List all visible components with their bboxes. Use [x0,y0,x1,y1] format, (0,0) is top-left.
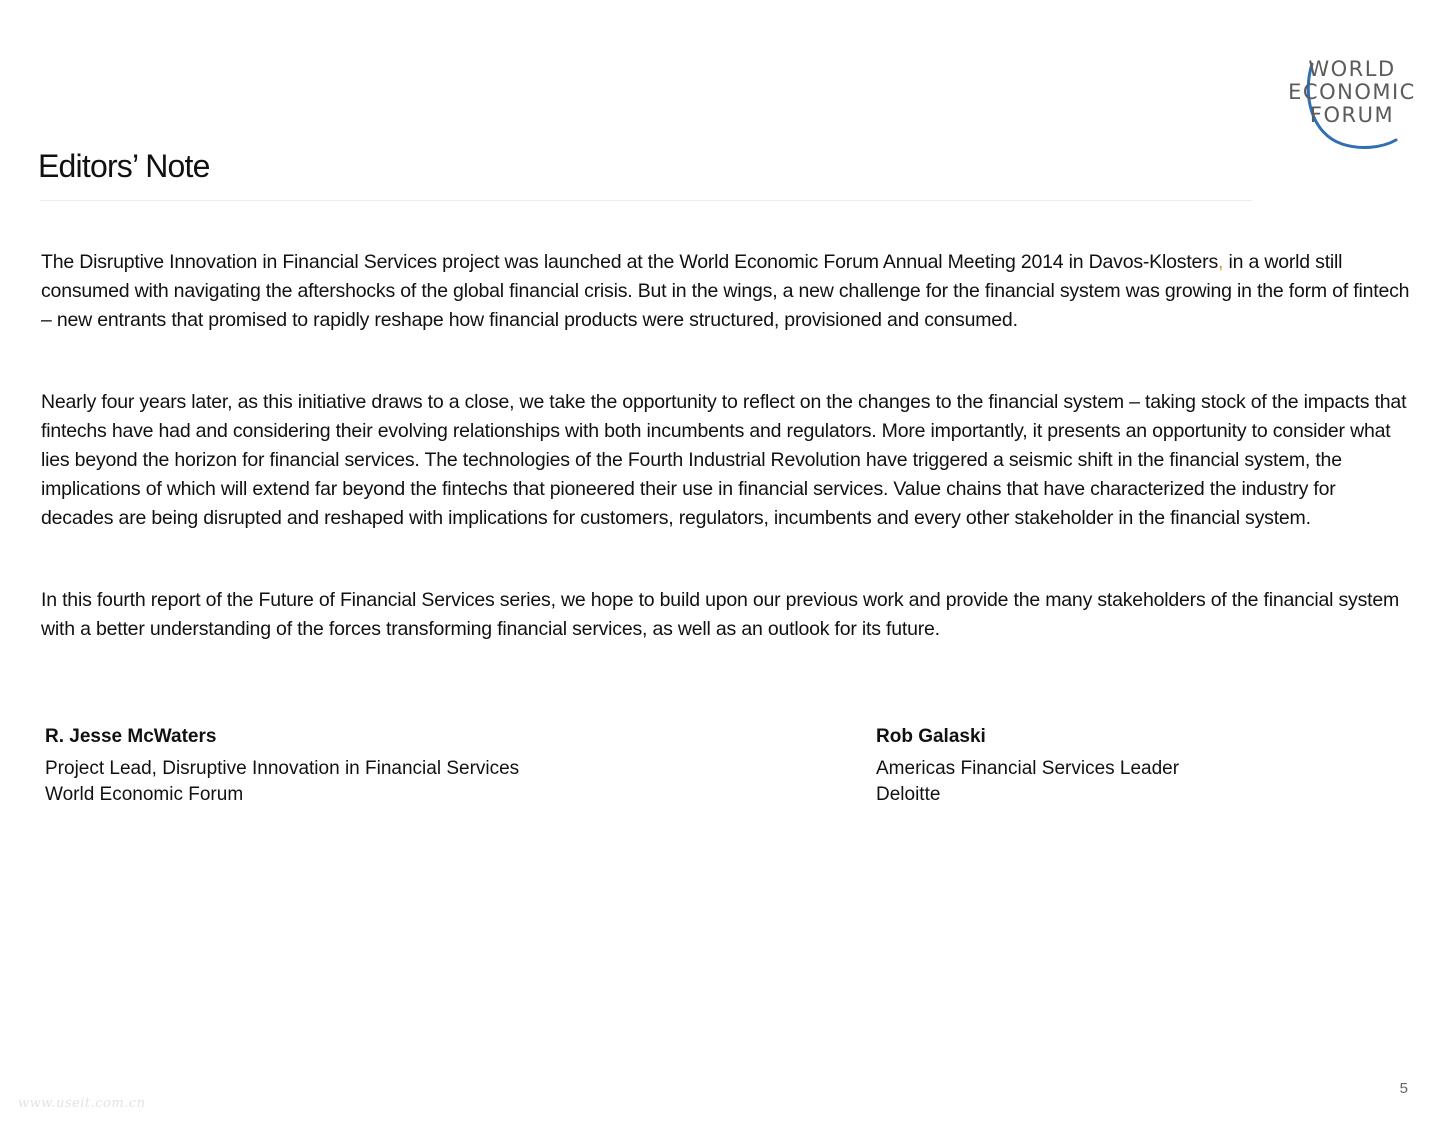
watermark: www.useit.com.cn [18,1096,146,1111]
paragraph-2: Nearly four years later, as this initiative draws to a close, we take the opportunity to reflect on the changes to the financial system – taking stock of the impacts that fintechs have had and considering their evolving relationships with both incumbents and regulators. More importantly, it presents an opportunity to consider what lies beyond the horizon for financial services. The technologies of the Fourth Industrial Revolution have triggered a seismic shift in the financial system, the implications of which will extend far beyond the fintechs that pioneered their use in financial services. Value chains that have characterized the industry for decades are being disrupted and reshaped with implications for customers, regulators, incumbents and every other stakeholder in the financial system. [41,391,1407,529]
signatory-role: Americas Financial Services Leader [876,758,1180,779]
logo-word-world: WORLD [1308,57,1396,81]
paragraph-1-text-start: The Disruptive Innovation in Financial Services project was launched at the World Economic Forum Annual Meeting 2014 in Davos-Klosters [41,251,1219,273]
signatory-organization: World Economic Forum [45,784,244,805]
paragraph-3: In this fourth report of the Future of Financial Services series, we hope to build upon our previous work and provide the many stakeholders of the financial system with a better understanding of the forces transforming financial services, as well as an outlook for its future. [41,589,1400,640]
logo-word-forum: FORUM [1309,103,1395,127]
page-title: Editors’ Note [38,148,210,184]
signatory-organization: Deloitte [876,784,941,805]
signatory-name: R. Jesse McWaters [45,726,217,747]
logo-word-economic: ECONOMIC [1288,80,1416,104]
paragraph-1 [41,248,1411,335]
title-divider [40,200,1252,201]
paragraph-1-text-end: in a world still consumed with navigating the aftershocks of the global financial crisis. But in the wings, a new challenge for the financial system was growing in the form of fintech – new entrants that promised to rapidly reshape how financial products were structured, provisioned and consumed. [41,251,1410,331]
paragraph-1-comma: , [1218,251,1224,273]
world-economic-forum-logo [1272,56,1432,152]
signatory-name: Rob Galaski [876,726,986,747]
signature-block-right [876,724,1436,808]
signatory-role: Project Lead, Disruptive Innovation in Financial Services [45,758,520,779]
page-number: 5 [1399,1080,1408,1097]
signature-block-left [45,724,605,808]
